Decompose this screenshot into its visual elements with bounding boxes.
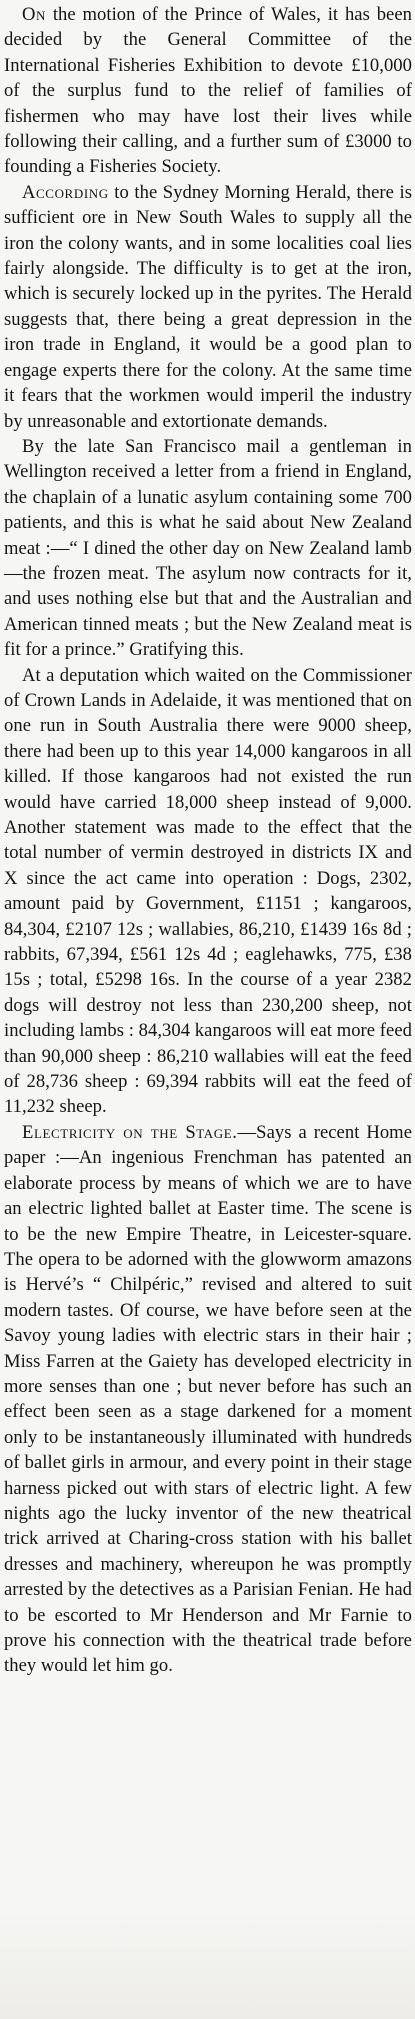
scan-smudge — [0, 1909, 415, 2019]
paragraph-text: to the Sydney Morning Herald, there is sufficient ore in New South Wales to supply all the iron the colony wants, and in some localities coal lies fairly alongside. The difficulty is to get at the iron, which is securely locked up in the pyrites. The Herald suggests that, there being a great depression in the iron trade in England, it would be a good plan to engage experts there for the colony. At the same time it fears that the workmen would imperil the industry by unreasonable and extortionate demands. — [4, 181, 412, 432]
paragraph-lead: According — [22, 181, 109, 203]
paragraph-fisheries — [4, 2, 412, 180]
paragraph-text: the motion of the Prince of Wales, it has been decided by the General Committee of the International Fisheries Exhibition to devote £10,000 of the surplus fund to the relief of families of fishermen who may have lost their lives while following their calling, and a further sum of £3000 to founding a Fisheries Society. — [4, 4, 412, 178]
paragraph-text: By the late San Francisco mail a gentleman in Wellington received a letter from a friend in England, the chaplain of a lunatic asylum containing some 700 patients, and this is what he said about New Zealand meat :—“ I dined the other day on New Zealand lamb—the frozen meat. The asylum now contracts for it, and uses nothing else but that and the Australian and American tinned meats ; but the New Zealand meat is fit for a prince.” Gratifying this. — [4, 435, 412, 661]
paragraph-text: —Says a recent Home paper :—An ingenious Frenchman has patented an elaborate process by means of which we are to have an electric lighted ballet at Easter time. The scene is to be the new Empire Theatre, in Leicester-square. The opera to be adorned with the glowworm amazons is Hervé’s “ Chilpéric,” revised and altered to suit modern tastes. Of course, we have before seen at the Savoy young ladies with electric stars in their hair ; Miss Farren at the Gaiety has developed electricity in more senses than one ; but never before has such an effect been seen as a stage darkened for a moment only to be instantaneously illuminated with hundreds of ballet girls in armour, and every point in their stage harness picked out with stars of electric light. A few nights ago the lucky inventor of the new theatrical trick arrived at Charing-cross station with his ballet dresses and machinery, whereupon he was promptly arrested by the detectives as a Parisian Fenian. He had to be escorted to Mr Henderson and Mr Farnie to prove his connection with the theatrical trade before they would let him go. — [4, 1121, 412, 1677]
paragraph-lead: Electricity on the Stage. — [22, 1121, 238, 1143]
paragraph-text: At a deputation which waited on the Commissioner of Crown Lands in Adelaide, it was mentioned that on one run in South Australia there were 9000 sheep, there had been up to this year 14,000 kangaroos in all killed. If those kangaroos had not existed the run would have carried 18,000 sheep instead of 9,000. Another statement was made to the effect that the total number of vermin destroyed in districts IX and X since the act came into operation : Dogs, 2302, amount paid by Government, £1151 ; kangaroos, 84,304, £2107 12s ; wallabies, 86,210, £1439 16s 8d ; rabbits, 67,394, £561 12s 4d ; eaglehawks, 775, £38 15s ; total, £5298 16s. In the course of a year 2382 dogs will destroy not less than 230,200 sheep, not including lambs : 84,304 kangaroos will eat more feed than 90,000 sheep : 86,210 wallabies will eat the feed of 28,736 sheep : 69,394 rabbits will eat the feed of 11,232 sheep. — [4, 664, 412, 1118]
paragraph-electricity-stage — [4, 1120, 412, 1679]
paragraph-lead: On — [22, 4, 47, 25]
paragraph-iron-ore — [4, 180, 412, 434]
paragraph-frozen-meat — [4, 434, 412, 663]
paragraph-kangaroos — [4, 663, 412, 1120]
